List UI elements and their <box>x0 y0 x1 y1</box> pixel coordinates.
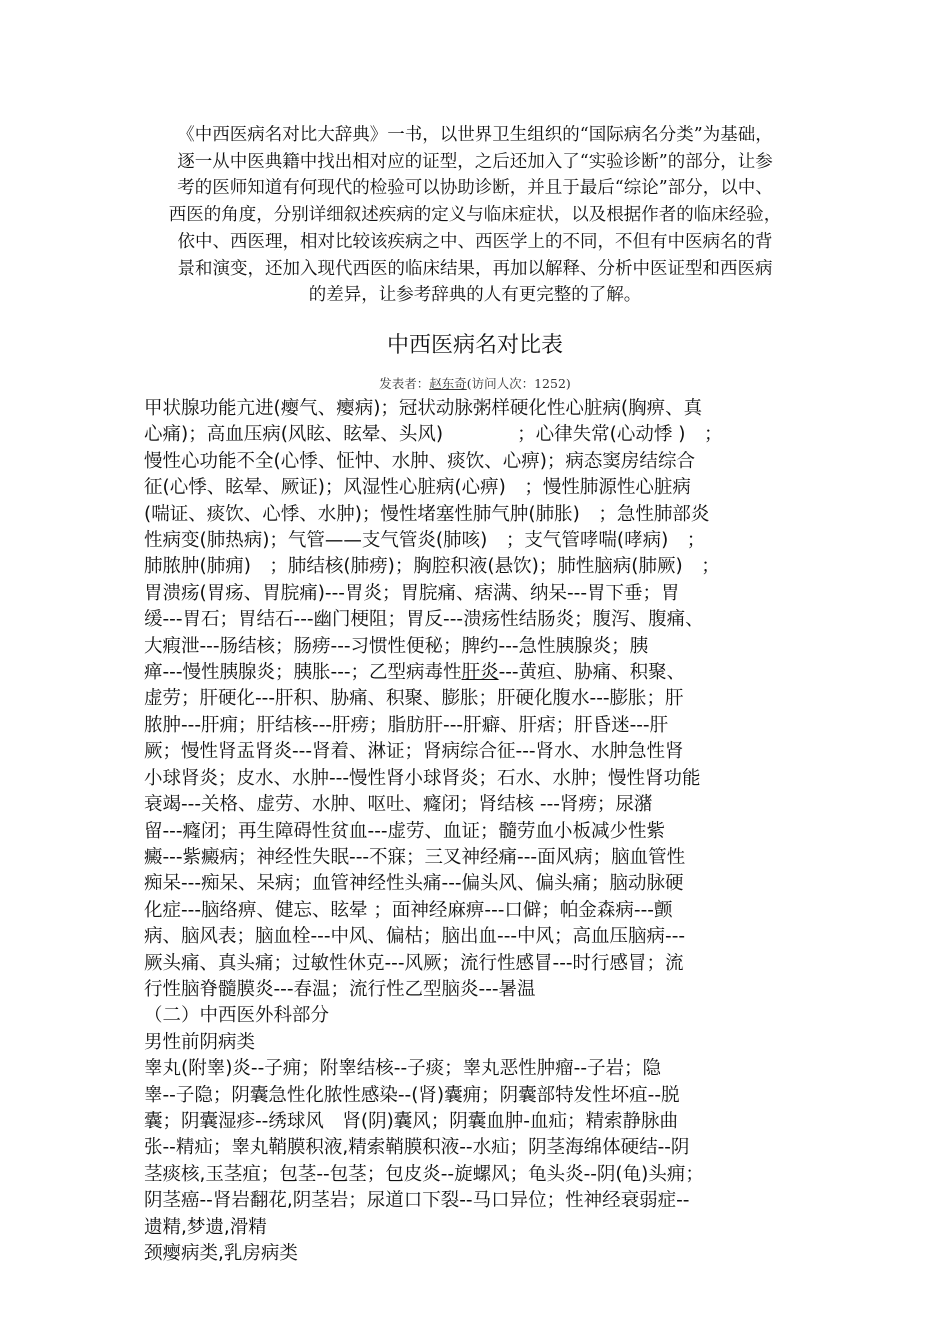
body-line <box>144 713 834 739</box>
body-line <box>144 1030 834 1056</box>
line-text: 男性前阴病类 <box>144 1031 256 1053</box>
line-text: 大瘕泄---肠结核；肠痨---习惯性便秘；脾约---急性胰腺炎；胰 <box>144 635 649 657</box>
intro-line: 依中、西医理，相对比较该疾病之中、西医学上的不同，不但有中医病名的背 <box>177 231 773 252</box>
line-text: 张--精疝；睾丸鞘膜积液,精索鞘膜积液--水疝；阴茎海绵体硬结--阴 <box>144 1137 690 1159</box>
body-line <box>144 871 834 897</box>
visit-count: (访问人次：1252) <box>466 376 571 391</box>
line-text: 脓肿---肝痈；肝结核---肝痨；脂肪肝---肝癖、肝痞；肝昏迷---肝 <box>144 714 669 736</box>
body-line <box>144 819 834 845</box>
body-line <box>144 554 834 580</box>
line-text: 睾--子隐；阴囊急性化脓性感染--(肾)囊痈；阴囊部特发性坏疽--脱 <box>144 1084 680 1106</box>
body-line <box>144 422 834 448</box>
body-line <box>144 739 834 765</box>
line-text: 小球肾炎；皮水、水肿---慢性肾小球肾炎；石水、水肿；慢性肾功能 <box>144 767 701 789</box>
line-text: 厥；慢性肾盂肾炎---肾着、淋证；肾病综合征---肾水、水肿急性肾 <box>144 741 684 763</box>
body-line <box>144 502 834 528</box>
body-line <box>144 686 834 712</box>
line-text: 阴茎癌--肾岩翻花,阴茎岩；尿道口下裂--马口异位；性神经衰弱症-- <box>144 1190 690 1212</box>
body-line <box>144 528 834 554</box>
line-text: 茎痰核,玉茎疽；包茎--包茎；包皮炎--旋螺风；龟头炎--阴(龟)头痈； <box>144 1163 704 1185</box>
body-line <box>144 977 834 1003</box>
line-text: 行性脑脊髓膜炎---春温；流行性乙型脑炎---暑温 <box>144 978 536 1000</box>
intro-line: 《中西医病名对比大辞典》一书，以世界卫生组织的“国际病名分类”为基础， <box>177 125 773 145</box>
body-line <box>144 607 834 633</box>
line-text: 病、脑风表；脑血栓---中风、偏枯；脑出血---中风；高血压脑病--- <box>144 926 686 948</box>
line-text: 囊；阴囊湿疹--绣球风 肾(阴)囊风；阴囊血肿-血疝；精索静脉曲 <box>144 1110 678 1132</box>
line-text: 慢性心功能不全(心悸、怔忡、水肿、痰饮、心痹)；病态窦房结综合 <box>144 450 695 472</box>
author-link[interactable]: 赵东奇 <box>429 376 467 391</box>
body-line <box>144 1109 834 1135</box>
body-line <box>144 924 834 950</box>
line-text: 留---癃闭；再生障碍性贫血---虚劳、血证；髓劳血小板减少性紫 <box>144 820 666 842</box>
article-meta <box>0 374 950 394</box>
body-line <box>144 1083 834 1109</box>
body-line <box>144 475 834 501</box>
intro-line: 西医的角度，分别详细叙述疾病的定义与临床症状，以及根据作者的临床经验， <box>168 205 782 226</box>
line-text: 征(心悸、眩晕、厥证)；风湿性心脏病(心痹) ；慢性肺源性心脏病 <box>144 477 691 499</box>
line-text: 衰竭---关格、虚劳、水肿、呕吐、癃闭；肾结核 ---肾痨；尿潴 <box>144 794 653 816</box>
body-line <box>144 660 834 686</box>
body-line <box>144 898 834 924</box>
body-line <box>144 634 834 660</box>
line-text: ---黄疸、胁痛、积聚、 <box>498 662 686 684</box>
intro-line: 景和演变，还加入现代西医的临床结果，再加以解释、分析中医证型和西医病 <box>177 258 773 279</box>
body-line <box>144 396 834 422</box>
body-line <box>144 845 834 871</box>
line-text: 颈瘿病类,乳房病类 <box>144 1243 298 1264</box>
line-text: 睾丸(附睾)炎--子痈；附睾结核--子痰；睾丸恶性肿瘤--子岩；隐 <box>144 1058 661 1080</box>
line-text: 甲状腺功能亢进(瘿气、瘿病)；冠状动脉粥样硬化性心脏病(胸痹、真 <box>144 398 703 419</box>
body-line <box>144 1056 834 1082</box>
line-text: 癜---紫癜病；神经性失眠---不寐；三叉神经痛---面风病；脑血管性 <box>144 846 686 868</box>
body-line <box>144 951 834 977</box>
body-line <box>144 792 834 818</box>
line-text: 遗精,梦遗,滑精 <box>144 1216 267 1238</box>
line-text: 瘅---慢性胰腺炎；胰胀---；乙型病毒性 <box>144 662 462 684</box>
line-text: 厥头痛、真头痛；过敏性休克---风厥；流行性感冒---时行感冒；流 <box>144 952 684 974</box>
line-text: 虚劳；肝硬化---肝积、胁痛、积聚、膨胀；肝硬化腹水---膨胀；肝 <box>144 688 684 710</box>
intro-paragraph <box>118 122 832 309</box>
intro-line: 的差异，让参考辞典的人有更完整的了解。 <box>308 285 642 306</box>
body-line <box>144 1188 834 1214</box>
line-text: 化症---脑络痹、健忘、眩晕 ；面神经麻痹---口僻；帕金森病---颤 <box>144 899 673 921</box>
intro-line: 考的医师知道有何现代的检验可以协助诊断，并且于最后“综论”部分，以中、 <box>177 178 773 199</box>
body-line <box>144 581 834 607</box>
line-text: 痴呆---痴呆、呆病；血管神经性头痛---偏头风、偏头痛；脑动脉硬 <box>144 873 684 895</box>
line-text: 缓---胃石；胃结石---幽门梗阻；胃反---溃疡性结肠炎；腹泻、腹痛、 <box>144 609 704 631</box>
line-text: 肺脓肿(肺痈) ；肺结核(肺痨)；胸腔积液(悬饮)；肺性脑病(肺厥) ； <box>144 556 720 578</box>
line-text: 性病变(肺热病)；气管——支气管炎(肺咳) ；支气管哮喘(哮病) ； <box>144 530 706 552</box>
intro-line: 逐一从中医典籍中找出相对应的证型，之后还加入了“实验诊断”的部分，让参 <box>177 151 773 172</box>
body-line <box>144 766 834 792</box>
body-line <box>144 1003 834 1029</box>
body-line <box>144 1162 834 1188</box>
body-line <box>144 1135 834 1161</box>
comparison-text <box>144 396 834 1267</box>
line-text: 胃溃疡(胃疡、胃脘痛)---胃炎；胃脘痛、痞满、纳呆---胃下垂；胃 <box>144 582 680 604</box>
body-line <box>144 449 834 475</box>
meta-prefix: 发表者： <box>379 376 430 391</box>
body-line <box>144 1215 834 1241</box>
line-text: (喘证、痰饮、心悸、水肿)；慢性堵塞性肺气肿(肺胀) ；急性肺部炎 <box>144 503 710 525</box>
line-text: （二）中西医外科部分 <box>144 1005 330 1027</box>
underlined-link[interactable]: 肝炎 <box>461 662 499 684</box>
body-line <box>144 1241 834 1267</box>
article-title: 中西医病名对比表 <box>386 333 563 358</box>
line-text: 心痛)；高血压病(风眩、眩晕、头风) ；心律失常(心动悸 ) ； <box>144 424 723 446</box>
